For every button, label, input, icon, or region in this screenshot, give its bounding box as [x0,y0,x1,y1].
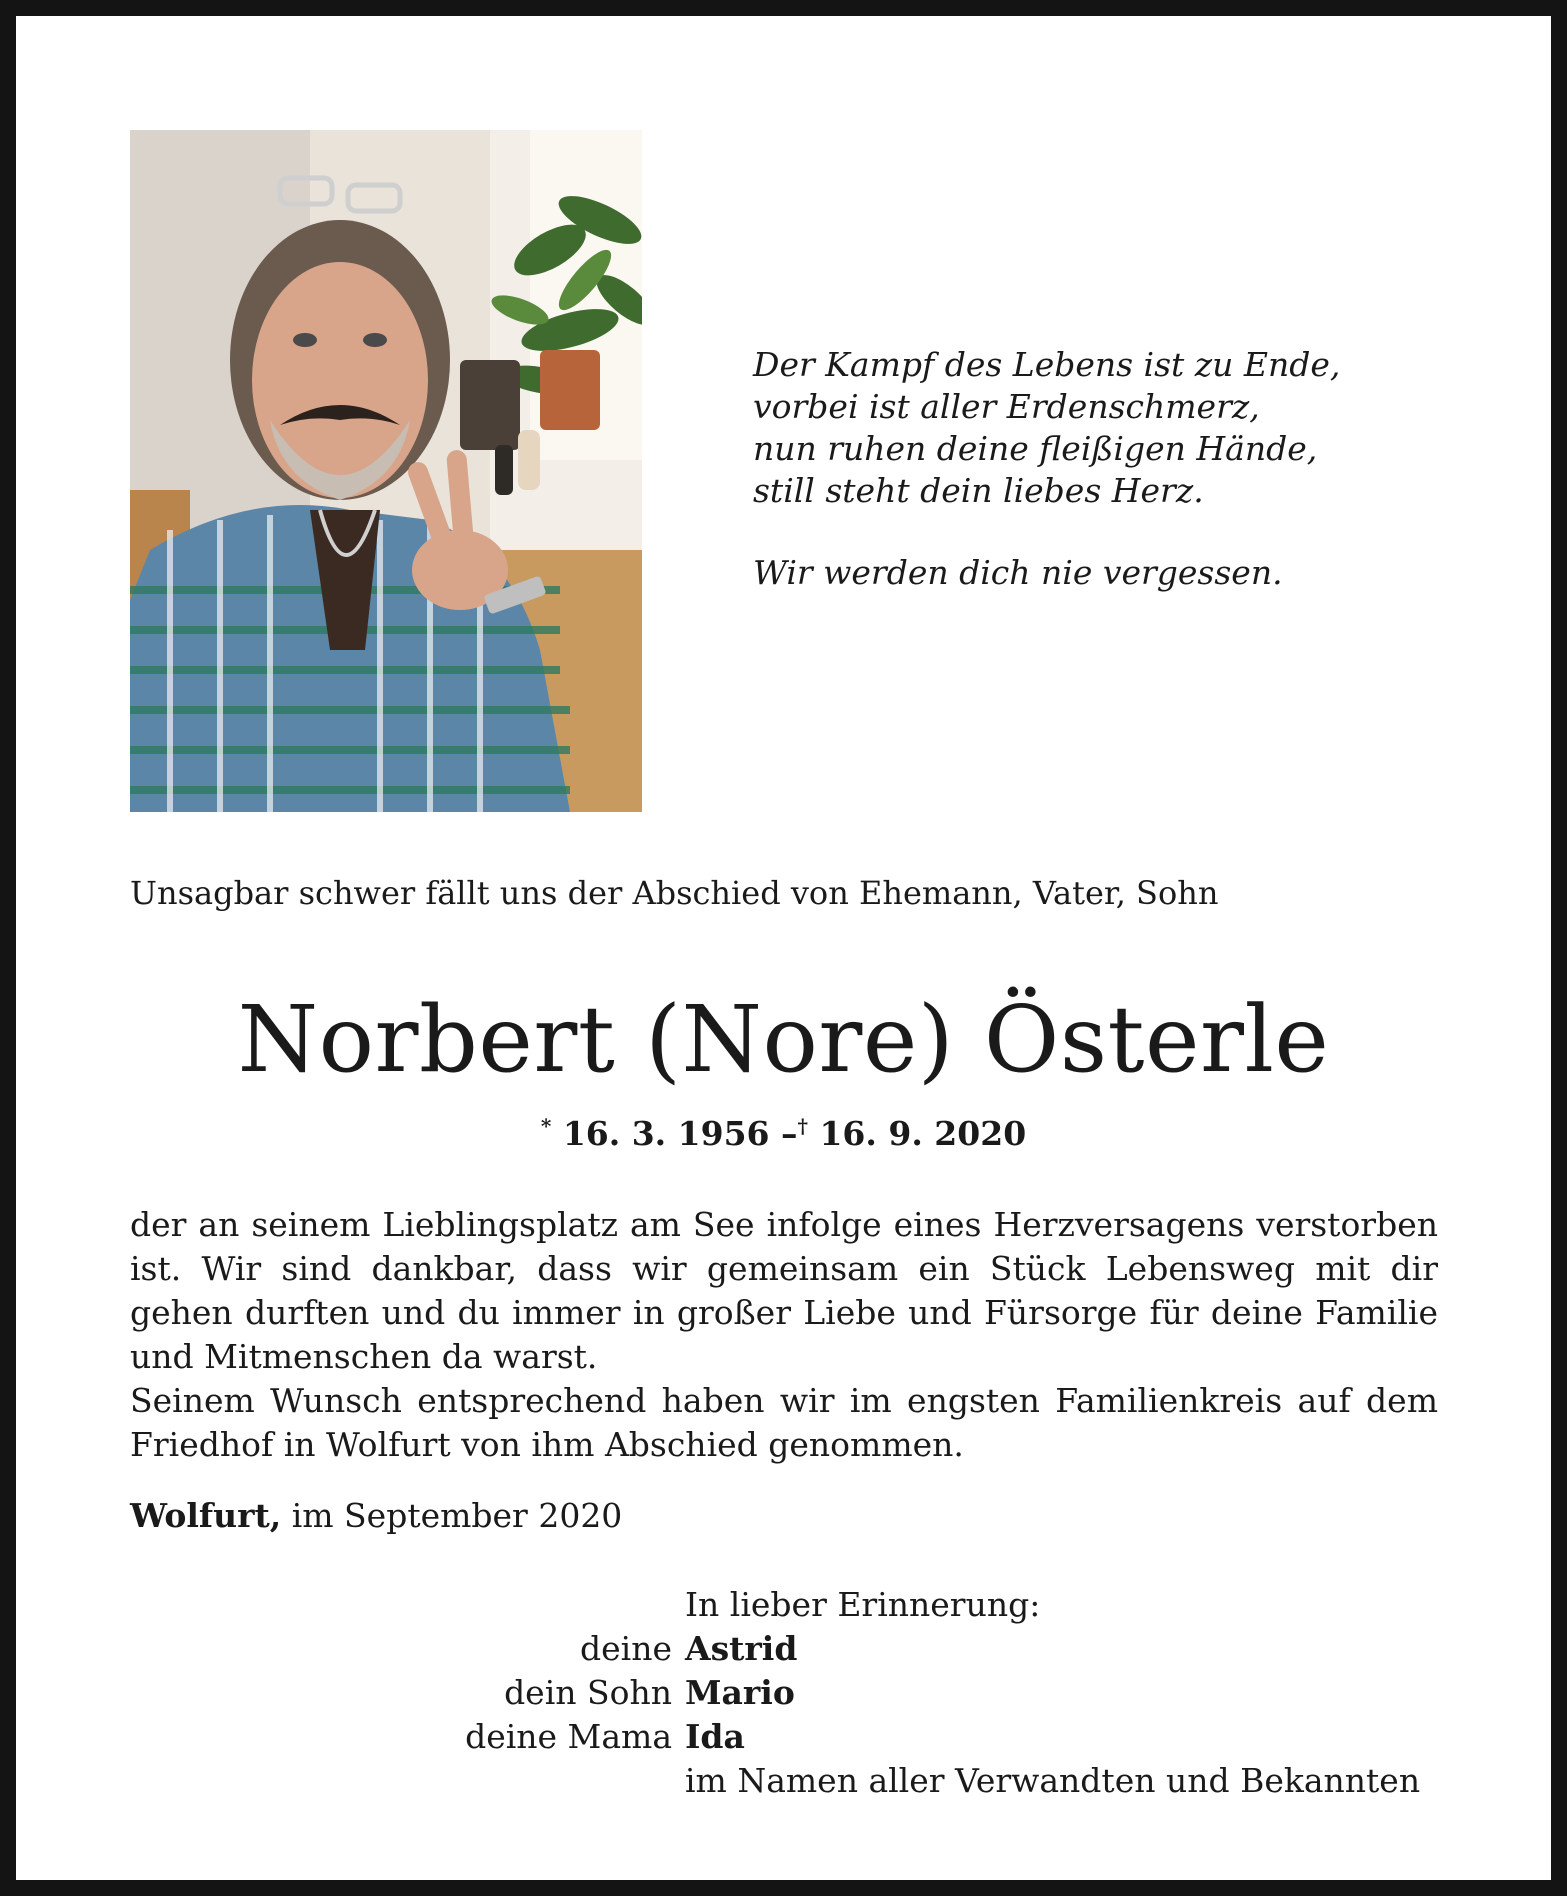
poem-line: still steht dein liebes Herz. [753,471,1204,510]
body-text [130,1203,1438,1467]
date-text: im September 2020 [281,1496,623,1535]
mourner-row [0,1715,1567,1759]
poem-spacer [753,512,1373,552]
mourner-relation: dein Sohn [504,1673,672,1712]
poem-line: Der Kampf des Lebens ist zu Ende, [753,345,1341,384]
mourner-name: Mario [685,1673,795,1712]
intro-text: Unsagbar schwer fällt uns der Abschied von Ehemann, Vater, Sohn [130,874,1219,912]
signature-heading-row [0,1583,1567,1627]
mourner-relation: deine [580,1629,672,1668]
birth-date: 16. 3. 1956 [562,1114,770,1153]
poem-closing: Wir werden dich nie vergessen. [753,553,1283,592]
body-paragraph: der an seinem Lieblingsplatz am See infolge eines Herzversagens verstorben ist. Wir sind dankbar, dass wir gemeinsam ein Stück Lebensweg mit dir gehen durften und du immer in großer Liebe und Fürsorge für deine Familie und Mitmenschen da warst. [130,1205,1438,1376]
mourner-row [0,1671,1567,1715]
signature-block [0,1583,1567,1803]
poem [753,344,1373,594]
body-paragraph: Seinem Wunsch entsprechend haben wir im engsten Familienkreis auf dem Friedhof in Wolfurt von ihm Abschied genommen. [130,1381,1438,1464]
poem-line: nun ruhen deine fleißigen Hände, [753,429,1318,468]
place-date [130,1495,622,1537]
death-mark: † [797,1114,808,1138]
signature-heading: In lieber Erinnerung: [685,1585,1041,1624]
deceased-name: Norbert (Nore) Österle [237,986,1330,1093]
mourner-name: Astrid [685,1629,798,1668]
poem-line: vorbei ist aller Erdenschmerz, [753,387,1260,426]
birth-mark: * [540,1114,552,1138]
mourner-row [0,1627,1567,1671]
signature-closing-row [0,1759,1567,1803]
portrait-photo [130,130,642,812]
mourner-relation: deine Mama [465,1717,672,1756]
life-dates [0,1105,1567,1155]
date-separator: – [781,1114,798,1153]
signature-closing: im Namen aller Verwandten und Bekannten [685,1761,1421,1800]
death-date: 16. 9. 2020 [819,1114,1027,1153]
mourner-name: Ida [685,1717,745,1756]
place-name: Wolfurt, [130,1496,282,1535]
